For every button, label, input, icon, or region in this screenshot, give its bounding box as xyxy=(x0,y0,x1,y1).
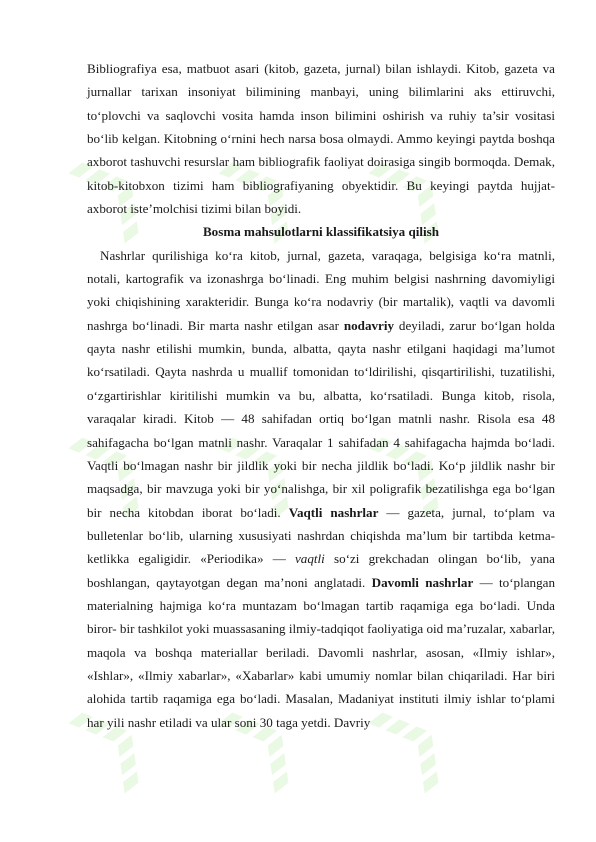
document-body xyxy=(87,57,555,734)
paragraph-classification xyxy=(87,244,555,734)
section-heading: Bosma mahsulotlarni klassifikatsiya qilish xyxy=(202,224,440,240)
term-davomli-nashrlar: Davomli nashrlar xyxy=(371,574,474,590)
text-run: so‘zi grekchadan olingan bo‘lib, yana boshlangan, qaytayotgan degan ma’noni anglatadi. xyxy=(87,551,555,590)
term-vaqtli-nashrlar: Vaqtli nashrlar xyxy=(288,504,379,520)
term-nodavriy: nodavriy xyxy=(343,317,395,333)
text-run: Nashrlar qurilishiga ko‘ra kitob, jurnal, gazeta, varaqaga, belgisiga ko‘ra matnli, notali, kartografik va izonashrga bo‘linadi. Eng muhim belgisi nashrning davomiyligi yoki chiqishining xarakteridir. Bunga ko‘ra nodavriy (bir martalik), vaqtli va davomli nashrga bo‘linadi. Bir marta nashr etilgan asar xyxy=(87,247,555,333)
paragraph-bibliography: Bibliografiya esa, matbuot asari (kitob, gazeta, jurnal) bilan ishlaydi. Kitob, gazeta va jurnallar tarixan insoniyat bilimining manbayi, uning bilimlarini aks ettiruvchi, to‘plovchi va saqlovchi vosita hamda inson bilimini oshirish va ruhiy ta’sir vositasi bo‘lib kelgan. Kitobning o‘rnini hech narsa bosa olmaydi. Ammo keyingi paytda boshqa axborot tashuvchi resurslar ham bibliografik faoliyat doirasiga singib bormoqda. Demak, kitob-kitobxon tizimi ham bibliografiyaning obyektidir. Bu keyingi paytda hujjat-axborot iste’molchisi tizimi bilan boyidi. xyxy=(87,61,555,217)
text-run: deyiladi, zarur bo‘lgan holda qayta nashr etilishi mumkin, bunda, albatta, qayta nashr etilgani haqidagi ma’lumot ko‘rsatiladi. Qayta nashrda u muallif tomonidan to‘ldirilishi, qisqartirilishi, tuzatilishi, o‘zgartirishlar kiritilishi mumkin va bu, albatta, ko‘rsatiladi. Bunga kitob, risola, varaqalar kiradi. Kitob — 48 sahifadan ortiq bo‘lgan matnli nashr. Risola esa 48 sahifagacha bo‘lgan matnli nashr. Varaqalar 1 sahifadan 4 sahifagacha hajmda bo‘ladi. Vaqtli bo‘lmagan nashr bir jildlik yoki bir necha jildlik bo‘ladi. Ko‘p jildlik nashr bir maqsadga, bir mavzuga yoki bir yo‘nalishga, bir xil poligrafik bezatilishga ega bo‘lgan bir necha kitobdan iborat bo‘ladi. xyxy=(87,317,555,520)
text-run: — gazeta, jurnal, to‘plam va bulletenlar bo‘lib, ularning xususiyati nashrdan chiqishda ma’lum bir tartibda ketma-ketlikka egaligidir. «Periodika» — xyxy=(87,504,555,567)
term-vaqtli: vaqtli xyxy=(294,551,325,567)
text-run: — to‘plangan materialning hajmiga ko‘ra muntazam bo‘lmagan tartib raqamiga ega bo‘ladi. Unda biror- bir tashkilot yoki muassasaning ilmiy-tadqiqot faoliyatiga oid ma’ruzalar, xabarlar, maqola va boshqa materiallar beriladi. Davomli nashrlar, asosan, «Ilmiy ishlar», «Ishlar», «Ilmiy xabarlar», «Xabarlar» kabi umumiy nomlar bilan chiqariladi. Har biri alohida tartib raqamiga ega bo‘ladi. Masalan, Madaniyat instituti ilmiy ishlar to‘plami har yili nashr etiladi va ular soni 30 taga yetdi. Davriy xyxy=(87,574,556,730)
